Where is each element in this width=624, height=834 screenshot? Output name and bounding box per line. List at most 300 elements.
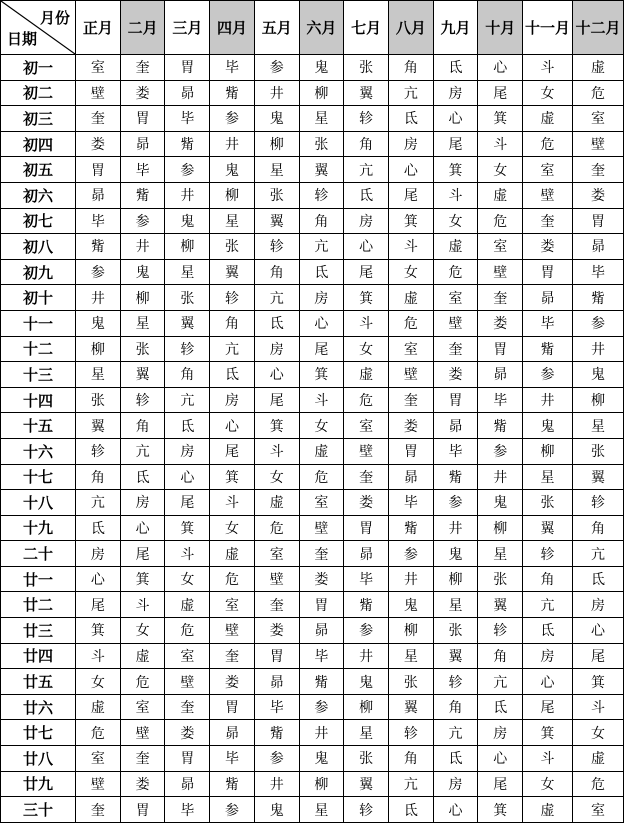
mansion-cell: 张 bbox=[388, 669, 433, 695]
mansion-cell: 危 bbox=[165, 618, 210, 644]
mansion-cell: 亢 bbox=[344, 157, 389, 183]
table-row bbox=[1, 80, 624, 106]
day-label: 十五 bbox=[1, 413, 76, 439]
month-header: 四月 bbox=[210, 1, 255, 55]
mansion-cell: 虚 bbox=[120, 643, 165, 669]
mansion-cell: 氐 bbox=[120, 464, 165, 490]
mansion-cell: 胃 bbox=[165, 55, 210, 81]
mansion-cell: 壁 bbox=[254, 566, 299, 592]
table-row bbox=[1, 413, 624, 439]
mansion-cell: 尾 bbox=[573, 643, 624, 669]
mansion-cell: 心 bbox=[76, 566, 121, 592]
mansion-cell: 心 bbox=[433, 106, 478, 132]
mansion-cell: 毕 bbox=[210, 55, 255, 81]
mansion-cell: 娄 bbox=[165, 720, 210, 746]
corner-label-month: 月份 bbox=[40, 9, 71, 27]
mansion-cell: 觜 bbox=[523, 336, 573, 362]
mansion-cell: 室 bbox=[76, 55, 121, 81]
mansion-cell: 壁 bbox=[388, 362, 433, 388]
mansion-cell: 女 bbox=[254, 464, 299, 490]
mansion-cell: 危 bbox=[478, 208, 523, 234]
mansion-cell: 壁 bbox=[76, 771, 121, 797]
mansion-cell: 毕 bbox=[76, 208, 121, 234]
day-label: 廿八 bbox=[1, 746, 76, 772]
mansion-cell: 心 bbox=[344, 234, 389, 260]
table-row bbox=[1, 438, 624, 464]
mansion-cell: 心 bbox=[165, 464, 210, 490]
mansion-cell: 角 bbox=[433, 694, 478, 720]
mansion-cell: 昴 bbox=[523, 285, 573, 311]
day-label: 廿六 bbox=[1, 694, 76, 720]
table-row bbox=[1, 362, 624, 388]
mansion-cell: 娄 bbox=[120, 80, 165, 106]
table-row bbox=[1, 106, 624, 132]
table-row bbox=[1, 310, 624, 336]
table-row bbox=[1, 720, 624, 746]
mansion-cell: 虚 bbox=[76, 694, 121, 720]
mansion-cell: 虚 bbox=[573, 746, 624, 772]
mansion-cell: 张 bbox=[433, 618, 478, 644]
mansion-cell: 参 bbox=[478, 438, 523, 464]
mansion-cell: 虚 bbox=[210, 541, 255, 567]
mansion-cell: 翼 bbox=[76, 413, 121, 439]
mansion-cell: 昴 bbox=[165, 80, 210, 106]
mansion-cell: 室 bbox=[523, 157, 573, 183]
mansion-cell: 鬼 bbox=[478, 490, 523, 516]
table-row bbox=[1, 490, 624, 516]
mansion-cell: 斗 bbox=[120, 592, 165, 618]
table-row bbox=[1, 618, 624, 644]
day-label: 初十 bbox=[1, 285, 76, 311]
mansion-cell: 觜 bbox=[210, 771, 255, 797]
mansion-cell: 昴 bbox=[254, 669, 299, 695]
mansion-cell: 柳 bbox=[299, 771, 344, 797]
table-row bbox=[1, 643, 624, 669]
mansion-cell: 毕 bbox=[388, 490, 433, 516]
mansion-cell: 参 bbox=[210, 106, 255, 132]
mansion-cell: 斗 bbox=[523, 746, 573, 772]
mansion-cell: 毕 bbox=[344, 566, 389, 592]
mansion-cell: 觜 bbox=[344, 592, 389, 618]
mansion-cell: 娄 bbox=[573, 182, 624, 208]
mansion-cell: 女 bbox=[388, 259, 433, 285]
table-row bbox=[1, 336, 624, 362]
mansion-cell: 参 bbox=[254, 746, 299, 772]
mansion-cell: 井 bbox=[573, 336, 624, 362]
mansion-cell: 奎 bbox=[210, 643, 255, 669]
mansion-cell: 星 bbox=[165, 259, 210, 285]
mansion-cell: 房 bbox=[254, 336, 299, 362]
mansion-cell: 觜 bbox=[388, 515, 433, 541]
mansion-cell: 昴 bbox=[433, 413, 478, 439]
mansion-cell: 轸 bbox=[165, 336, 210, 362]
mansion-cell: 张 bbox=[478, 566, 523, 592]
mansion-cell: 虚 bbox=[523, 106, 573, 132]
mansion-cell: 心 bbox=[299, 310, 344, 336]
month-header: 六月 bbox=[299, 1, 344, 55]
mansion-cell: 井 bbox=[523, 387, 573, 413]
day-label: 廿四 bbox=[1, 643, 76, 669]
table-row bbox=[1, 694, 624, 720]
mansion-cell: 角 bbox=[165, 362, 210, 388]
mansion-cell: 亢 bbox=[388, 771, 433, 797]
mansion-cell: 女 bbox=[478, 157, 523, 183]
mansion-cell: 角 bbox=[254, 259, 299, 285]
mansion-cell: 井 bbox=[433, 515, 478, 541]
mansion-cell: 柳 bbox=[388, 618, 433, 644]
mansion-cell: 氐 bbox=[433, 746, 478, 772]
mansion-cell: 危 bbox=[120, 669, 165, 695]
mansion-cell: 奎 bbox=[344, 464, 389, 490]
table-row bbox=[1, 285, 624, 311]
mansion-cell: 室 bbox=[573, 797, 624, 823]
mansion-cell: 胃 bbox=[433, 387, 478, 413]
mansion-cell: 柳 bbox=[254, 131, 299, 157]
mansion-cell: 参 bbox=[344, 618, 389, 644]
mansion-cell: 箕 bbox=[210, 464, 255, 490]
mansion-cell: 心 bbox=[210, 413, 255, 439]
day-label: 廿二 bbox=[1, 592, 76, 618]
mansion-cell: 亢 bbox=[120, 438, 165, 464]
mansion-cell: 胃 bbox=[165, 746, 210, 772]
mansion-cell: 参 bbox=[433, 490, 478, 516]
mansion-cell: 女 bbox=[76, 669, 121, 695]
mansion-cell: 胃 bbox=[76, 157, 121, 183]
month-header: 七月 bbox=[344, 1, 389, 55]
mansion-cell: 鬼 bbox=[210, 157, 255, 183]
mansion-cell: 角 bbox=[388, 55, 433, 81]
mansion-cell: 斗 bbox=[210, 490, 255, 516]
mansion-cell: 翼 bbox=[523, 515, 573, 541]
month-header: 九月 bbox=[433, 1, 478, 55]
mansion-cell: 昴 bbox=[76, 182, 121, 208]
mansion-cell: 鬼 bbox=[299, 55, 344, 81]
mansion-cell: 斗 bbox=[344, 310, 389, 336]
day-label: 三十 bbox=[1, 797, 76, 823]
mansion-cell: 鬼 bbox=[254, 797, 299, 823]
mansion-cell: 女 bbox=[120, 618, 165, 644]
mansion-cell: 女 bbox=[433, 208, 478, 234]
table-row bbox=[1, 259, 624, 285]
mansion-cell: 觜 bbox=[76, 234, 121, 260]
mansion-cell: 星 bbox=[478, 541, 523, 567]
month-header: 十二月 bbox=[573, 1, 624, 55]
mansion-cell: 危 bbox=[433, 259, 478, 285]
mansion-cell: 室 bbox=[76, 746, 121, 772]
table-row bbox=[1, 515, 624, 541]
month-header: 八月 bbox=[388, 1, 433, 55]
day-label: 初八 bbox=[1, 234, 76, 260]
mansion-cell: 柳 bbox=[344, 694, 389, 720]
mansion-cell: 尾 bbox=[433, 131, 478, 157]
mansion-cell: 昴 bbox=[210, 720, 255, 746]
mansion-cell: 张 bbox=[344, 55, 389, 81]
mansion-cell: 奎 bbox=[165, 694, 210, 720]
mansion-cell: 女 bbox=[299, 413, 344, 439]
mansion-cell: 斗 bbox=[76, 643, 121, 669]
mansion-cell: 尾 bbox=[478, 771, 523, 797]
mansion-cell: 箕 bbox=[478, 797, 523, 823]
mansion-cell: 参 bbox=[573, 310, 624, 336]
mansion-cell: 箕 bbox=[478, 106, 523, 132]
mansion-cell: 斗 bbox=[478, 131, 523, 157]
mansion-cell: 鬼 bbox=[433, 541, 478, 567]
mansion-cell: 星 bbox=[210, 208, 255, 234]
table-row bbox=[1, 541, 624, 567]
mansion-cell: 危 bbox=[344, 387, 389, 413]
mansion-cell: 胃 bbox=[478, 336, 523, 362]
mansion-cell: 毕 bbox=[478, 387, 523, 413]
mansion-cell: 壁 bbox=[165, 669, 210, 695]
mansion-cell: 亢 bbox=[210, 336, 255, 362]
mansion-cell: 毕 bbox=[299, 643, 344, 669]
mansion-cell: 氐 bbox=[433, 55, 478, 81]
day-label: 十六 bbox=[1, 438, 76, 464]
mansion-cell: 房 bbox=[344, 208, 389, 234]
mansion-cell: 井 bbox=[120, 234, 165, 260]
day-label: 初三 bbox=[1, 106, 76, 132]
mansion-cell: 井 bbox=[76, 285, 121, 311]
mansion-cell: 毕 bbox=[523, 310, 573, 336]
mansion-cell: 室 bbox=[299, 490, 344, 516]
mansion-cell: 危 bbox=[210, 566, 255, 592]
mansion-cell: 井 bbox=[165, 182, 210, 208]
mansion-cell: 张 bbox=[573, 438, 624, 464]
table-row bbox=[1, 592, 624, 618]
mansion-cell: 亢 bbox=[165, 387, 210, 413]
mansion-cell: 氐 bbox=[210, 362, 255, 388]
mansion-cell: 亢 bbox=[433, 720, 478, 746]
table-row bbox=[1, 797, 624, 823]
mansion-cell: 角 bbox=[76, 464, 121, 490]
mansion-cell: 尾 bbox=[344, 259, 389, 285]
mansion-cell: 柳 bbox=[478, 515, 523, 541]
mansion-cell: 张 bbox=[254, 182, 299, 208]
mansion-cell: 氐 bbox=[573, 566, 624, 592]
mansion-cell: 轸 bbox=[120, 387, 165, 413]
corner-label-date: 日期 bbox=[7, 30, 38, 48]
mansion-cell: 娄 bbox=[299, 566, 344, 592]
day-label: 二十 bbox=[1, 541, 76, 567]
mansion-cell: 翼 bbox=[299, 157, 344, 183]
mansion-cell: 女 bbox=[165, 566, 210, 592]
mansion-cell: 参 bbox=[254, 55, 299, 81]
mansion-cell: 鬼 bbox=[573, 362, 624, 388]
mansion-cell: 翼 bbox=[210, 259, 255, 285]
mansion-cell: 毕 bbox=[165, 797, 210, 823]
mansion-cell: 虚 bbox=[299, 438, 344, 464]
day-label: 初七 bbox=[1, 208, 76, 234]
mansion-cell: 角 bbox=[478, 643, 523, 669]
day-label: 十八 bbox=[1, 490, 76, 516]
mansion-cell: 壁 bbox=[76, 80, 121, 106]
table-row bbox=[1, 182, 624, 208]
mansion-cell: 星 bbox=[76, 362, 121, 388]
mansion-cell: 尾 bbox=[76, 592, 121, 618]
mansion-cell: 昴 bbox=[344, 541, 389, 567]
mansion-cell: 女 bbox=[210, 515, 255, 541]
day-label: 初四 bbox=[1, 131, 76, 157]
mansion-cell: 柳 bbox=[120, 285, 165, 311]
mansion-cell: 虚 bbox=[344, 362, 389, 388]
day-label: 廿三 bbox=[1, 618, 76, 644]
mansion-cell: 参 bbox=[299, 694, 344, 720]
mansion-cell: 奎 bbox=[388, 387, 433, 413]
mansion-cell: 鬼 bbox=[299, 746, 344, 772]
mansion-cell: 房 bbox=[573, 592, 624, 618]
mansion-cell: 胃 bbox=[120, 797, 165, 823]
mansion-cell: 娄 bbox=[76, 131, 121, 157]
mansion-cell: 箕 bbox=[433, 157, 478, 183]
mansion-cell: 尾 bbox=[210, 438, 255, 464]
mansion-cell: 心 bbox=[573, 618, 624, 644]
table-row bbox=[1, 669, 624, 695]
mansion-cell: 危 bbox=[76, 720, 121, 746]
mansion-cell: 房 bbox=[210, 387, 255, 413]
mansion-cell: 胃 bbox=[344, 515, 389, 541]
mansion-cell: 箕 bbox=[165, 515, 210, 541]
mansion-cell: 奎 bbox=[523, 208, 573, 234]
mansion-cell: 奎 bbox=[478, 285, 523, 311]
day-label: 初五 bbox=[1, 157, 76, 183]
table-row bbox=[1, 566, 624, 592]
day-label: 初二 bbox=[1, 80, 76, 106]
day-label: 十二 bbox=[1, 336, 76, 362]
mansion-cell: 星 bbox=[344, 720, 389, 746]
mansion-cell: 娄 bbox=[120, 771, 165, 797]
mansion-cell: 壁 bbox=[120, 720, 165, 746]
mansion-cell: 虚 bbox=[388, 285, 433, 311]
mansion-cell: 房 bbox=[523, 643, 573, 669]
mansion-cell: 张 bbox=[120, 336, 165, 362]
mansion-cell: 翼 bbox=[254, 208, 299, 234]
month-header: 十月 bbox=[478, 1, 523, 55]
day-label: 廿一 bbox=[1, 566, 76, 592]
mansion-cell: 娄 bbox=[254, 618, 299, 644]
mansion-cell: 角 bbox=[573, 515, 624, 541]
mansion-cell: 壁 bbox=[299, 515, 344, 541]
mansion-cell: 参 bbox=[210, 797, 255, 823]
mansion-cell: 箕 bbox=[573, 669, 624, 695]
mansion-cell: 娄 bbox=[523, 234, 573, 260]
mansion-cell: 翼 bbox=[120, 362, 165, 388]
mansion-cell: 奎 bbox=[573, 157, 624, 183]
mansion-cell: 箕 bbox=[388, 208, 433, 234]
mansion-cell: 娄 bbox=[210, 669, 255, 695]
mansion-cell: 角 bbox=[299, 208, 344, 234]
mansion-cell: 鬼 bbox=[388, 592, 433, 618]
mansion-cell: 轸 bbox=[478, 618, 523, 644]
mansion-cell: 翼 bbox=[344, 771, 389, 797]
mansion-cell: 鬼 bbox=[523, 413, 573, 439]
mansion-cell: 胃 bbox=[388, 438, 433, 464]
mansion-cell: 井 bbox=[254, 80, 299, 106]
mansion-cell: 柳 bbox=[210, 182, 255, 208]
corner-header-cell bbox=[1, 1, 76, 55]
month-header: 二月 bbox=[120, 1, 165, 55]
mansion-cell: 觜 bbox=[120, 182, 165, 208]
mansion-cell: 危 bbox=[523, 131, 573, 157]
mansion-cell: 虚 bbox=[254, 490, 299, 516]
mansion-cell: 危 bbox=[573, 80, 624, 106]
mansion-cell: 井 bbox=[388, 566, 433, 592]
mansion-cell: 角 bbox=[523, 566, 573, 592]
mansion-cell: 轸 bbox=[388, 720, 433, 746]
table-row bbox=[1, 234, 624, 260]
mansion-cell: 参 bbox=[388, 541, 433, 567]
mansion-cell: 觜 bbox=[478, 413, 523, 439]
mansion-cell: 亢 bbox=[254, 285, 299, 311]
mansion-cell: 轸 bbox=[254, 234, 299, 260]
mansion-cell: 奎 bbox=[76, 797, 121, 823]
mansion-cell: 房 bbox=[165, 438, 210, 464]
mansion-cell: 女 bbox=[523, 80, 573, 106]
mansion-cell: 壁 bbox=[523, 182, 573, 208]
mansion-cell: 房 bbox=[76, 541, 121, 567]
mansion-cell: 昴 bbox=[478, 362, 523, 388]
mansion-cell: 星 bbox=[388, 643, 433, 669]
day-label: 十一 bbox=[1, 310, 76, 336]
mansion-cell: 角 bbox=[344, 131, 389, 157]
mansion-cell: 房 bbox=[433, 771, 478, 797]
mansion-cell: 星 bbox=[433, 592, 478, 618]
mansion-cell: 尾 bbox=[299, 336, 344, 362]
day-label: 十七 bbox=[1, 464, 76, 490]
mansion-cell: 氐 bbox=[76, 515, 121, 541]
mansion-cell: 虚 bbox=[165, 592, 210, 618]
mansion-cell: 室 bbox=[573, 106, 624, 132]
table-row bbox=[1, 771, 624, 797]
mansion-cell: 奎 bbox=[299, 541, 344, 567]
mansion-cell: 昴 bbox=[388, 464, 433, 490]
mansion-cell: 房 bbox=[433, 80, 478, 106]
mansion-cell: 星 bbox=[254, 157, 299, 183]
mansion-cell: 觜 bbox=[165, 131, 210, 157]
mansion-cell: 氐 bbox=[165, 413, 210, 439]
mansion-cell: 室 bbox=[120, 694, 165, 720]
mansion-cell: 角 bbox=[210, 310, 255, 336]
mansion-cell: 氐 bbox=[388, 797, 433, 823]
mansion-cell: 胃 bbox=[299, 592, 344, 618]
mansion-cell: 尾 bbox=[165, 490, 210, 516]
mansion-cell: 奎 bbox=[120, 746, 165, 772]
month-header: 十一月 bbox=[523, 1, 573, 55]
mansion-cell: 参 bbox=[165, 157, 210, 183]
month-header: 正月 bbox=[76, 1, 121, 55]
mansion-cell: 壁 bbox=[478, 259, 523, 285]
mansion-cell: 翼 bbox=[573, 464, 624, 490]
mansion-cell: 觜 bbox=[433, 464, 478, 490]
mansion-cell: 心 bbox=[478, 55, 523, 81]
mansion-cell: 毕 bbox=[254, 694, 299, 720]
mansion-cell: 箕 bbox=[344, 285, 389, 311]
mansion-cell: 亢 bbox=[478, 669, 523, 695]
mansion-cell: 斗 bbox=[433, 182, 478, 208]
mansion-cell: 室 bbox=[344, 413, 389, 439]
mansion-cell: 斗 bbox=[573, 694, 624, 720]
mansion-cell: 氐 bbox=[388, 106, 433, 132]
mansion-cell: 箕 bbox=[76, 618, 121, 644]
mansion-cell: 壁 bbox=[344, 438, 389, 464]
mansion-cell: 昴 bbox=[299, 618, 344, 644]
mansion-cell: 房 bbox=[388, 131, 433, 157]
mansion-cell: 参 bbox=[120, 208, 165, 234]
mansion-cell: 娄 bbox=[344, 490, 389, 516]
mansion-cell: 胃 bbox=[523, 259, 573, 285]
day-label: 十三 bbox=[1, 362, 76, 388]
mansion-cell: 女 bbox=[344, 336, 389, 362]
mansion-cell: 觜 bbox=[210, 80, 255, 106]
